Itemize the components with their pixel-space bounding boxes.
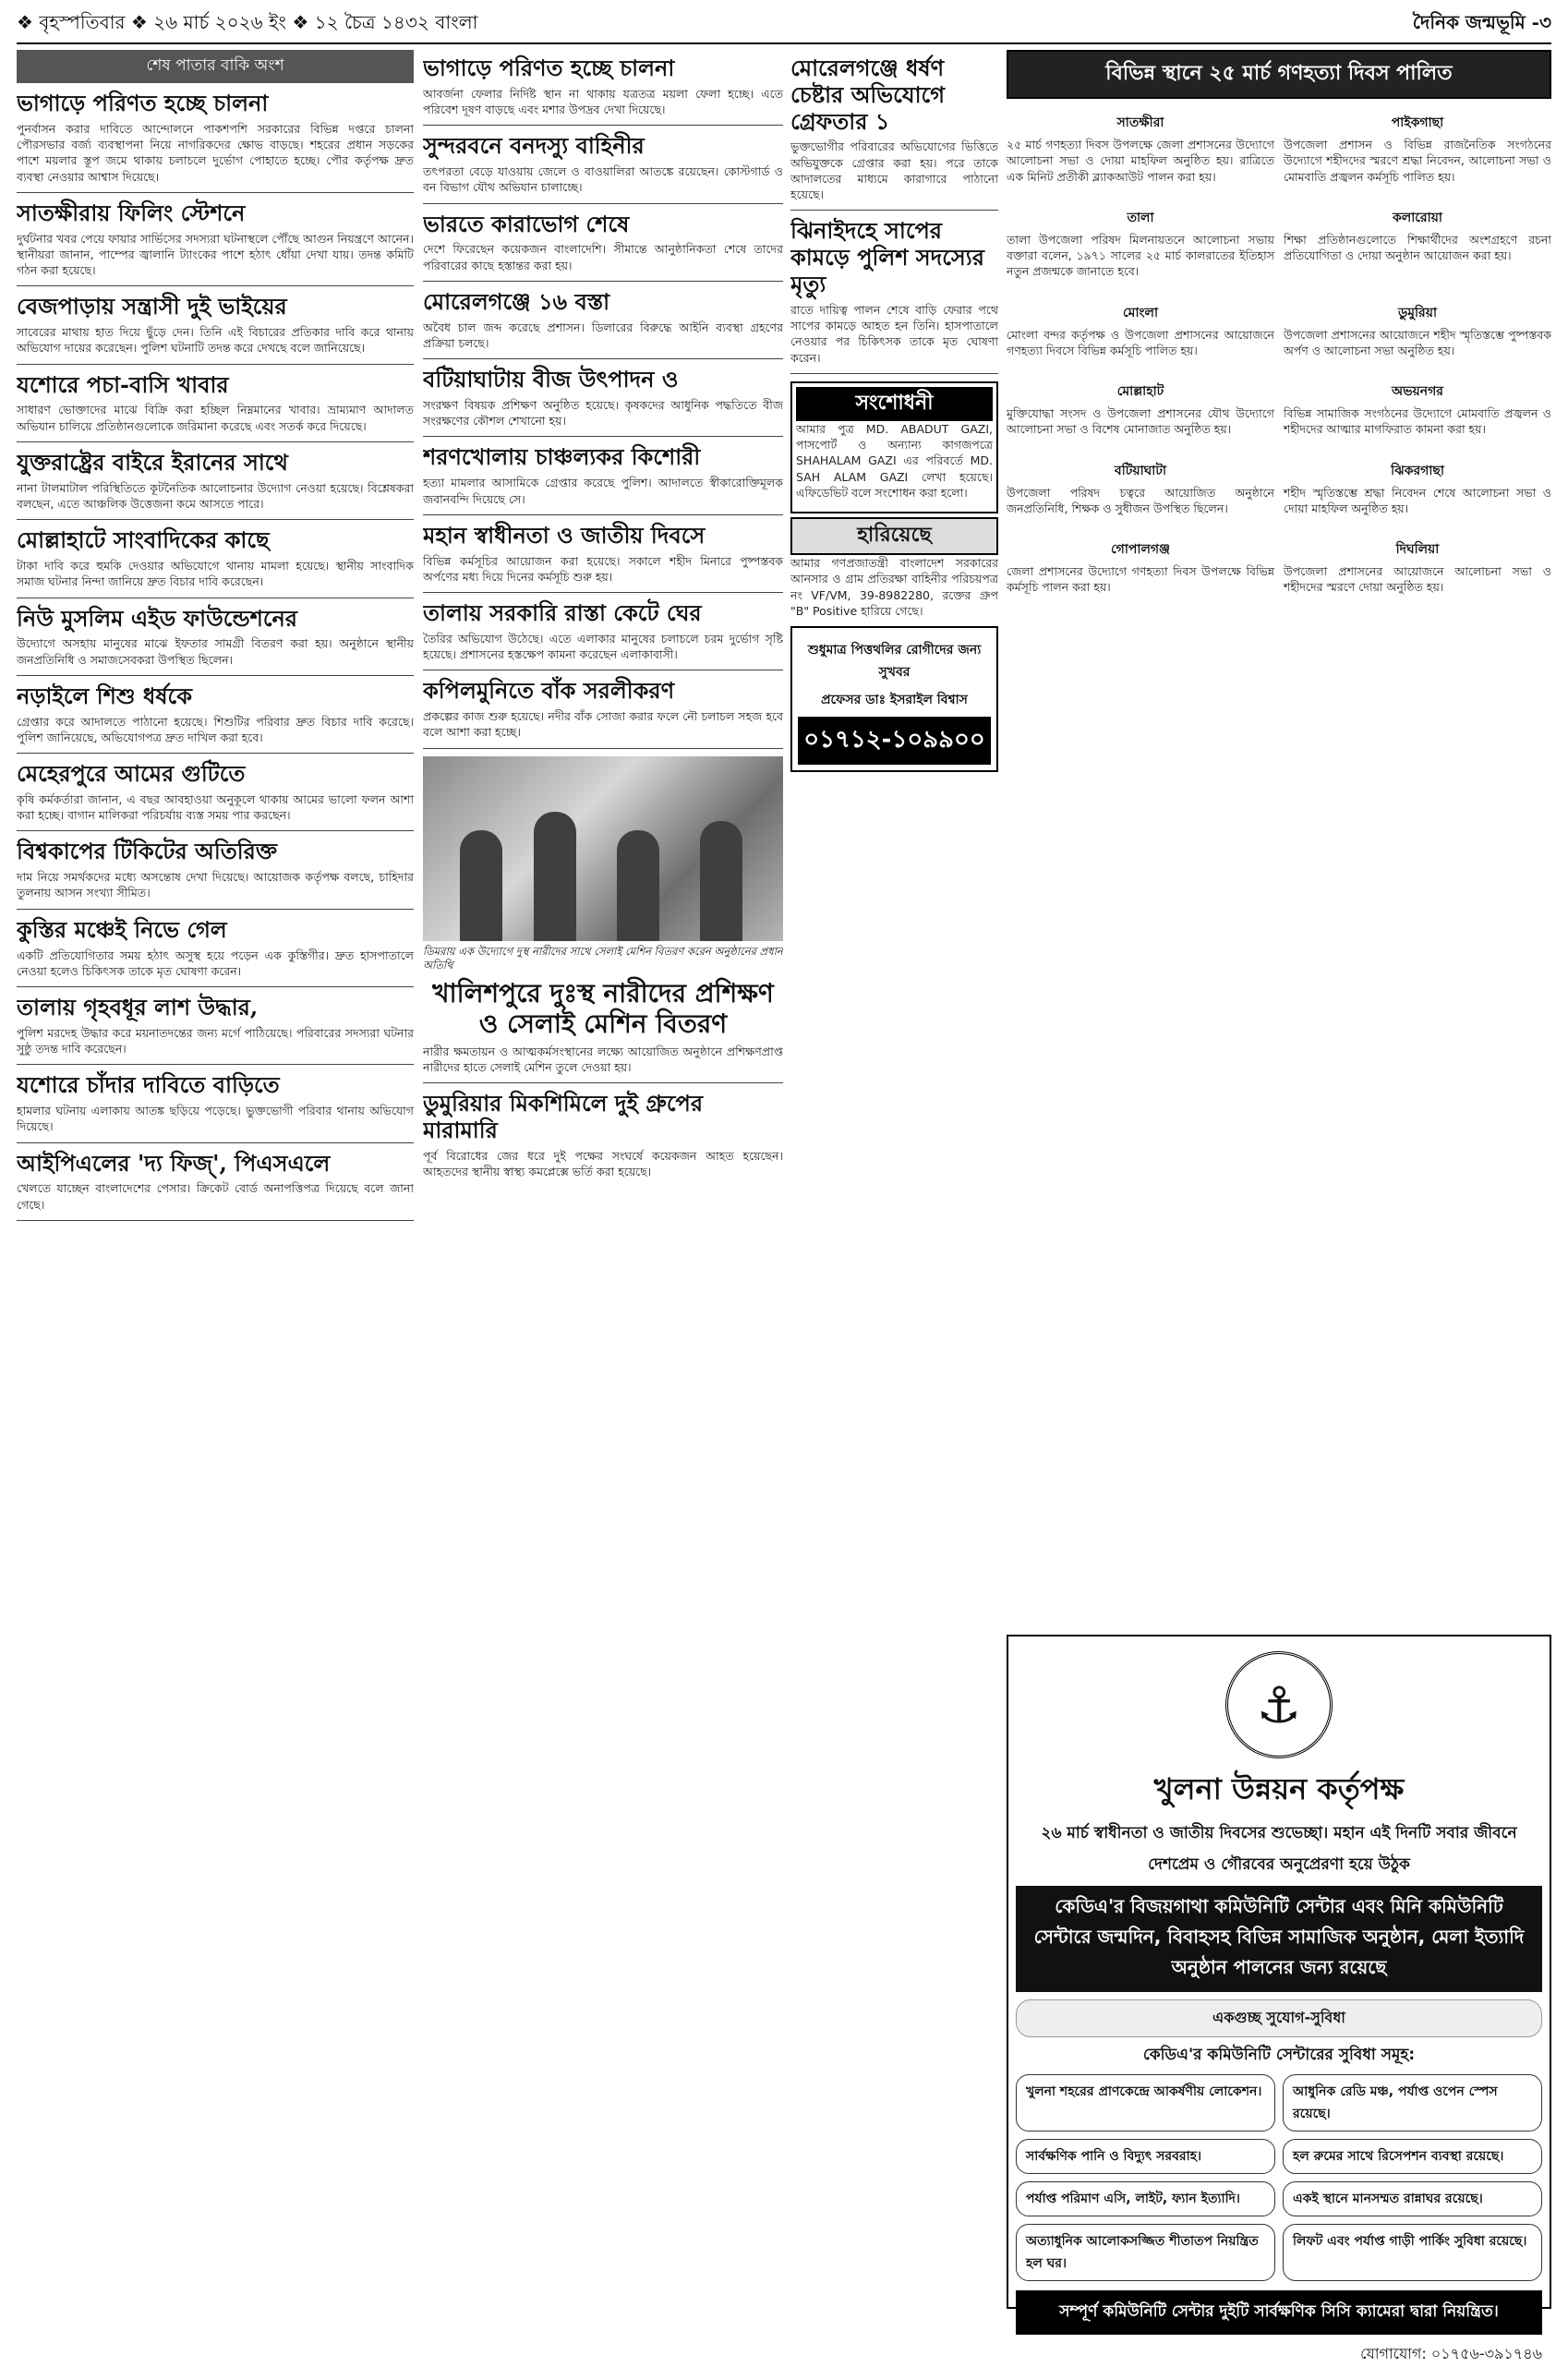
ad-feature-item: সার্বক্ষণিক পানি ও বিদ্যুৎ সরবরাহ। [1016, 2139, 1275, 2174]
report-block [1007, 296, 1274, 367]
article-headline: নিউ মুসলিম এইড ফাউন্ডেশনের [17, 604, 297, 632]
article-headline: মহান স্বাধীনতা ও জাতীয় দিবসে [423, 521, 706, 549]
ad-cta: সম্পূর্ণ কমিউনিটি সেন্টার দুইটি সার্বক্ষণিক সিসি ক্যামেরা দ্বারা নিয়ন্ত্রিত। [1016, 2290, 1542, 2335]
ad-feature-item: পর্যাপ্ত পরিমাণ এসি, লাইট, ফ্যান ইত্যাদি। [1016, 2181, 1275, 2216]
article-text: দুর্ঘটনার খবর পেয়ে ফায়ার সার্ভিসের সদস্যরা ঘটনাস্থলে পৌঁছে আগুন নিয়ন্ত্রণে আনেন। স্থানীয়রা জানান, পাম্পের জ্বালানি ট্যাংকের পাশে হঠাৎ ধোঁয়া দেখা যায়। তদন্ত কমিটি গঠন করা হয়েছে। [17, 231, 414, 278]
report-block [1284, 533, 1551, 603]
report-text: মোংলা বন্দর কর্তৃপক্ষ ও উপজেলা প্রশাসনের আয়োজনে গণহত্যা দিবসে বিভিন্ন কর্মসূচি পালিত হয়। [1007, 327, 1274, 357]
lost-notice [790, 517, 998, 619]
lost-title: হারিয়েছে [790, 517, 998, 555]
report-block [1007, 375, 1274, 445]
column-2-articles [423, 55, 783, 749]
ad-feature-item: হল রুমের সাথে রিসেপশন ব্যবস্থা রয়েছে। [1283, 2139, 1542, 2174]
report-place: পাইকগাছা [1391, 115, 1444, 130]
article-text: সাবেরের মাথায় হাত দিয়ে ছুঁড়ে দেন। তিনি এই বিচারের প্রতিকার দাবি করে থানায় অভিযোগ দায়ের করেছেন। পুলিশ ঘটনাটি তদন্ত করে দেখছে বলে জানিয়েছে। [17, 325, 414, 356]
report-place: গোপালগঞ্জ [1110, 542, 1171, 557]
article-headline: কুস্তির মঞ্চেই নিভে গেল [17, 915, 227, 943]
column-3 [790, 50, 998, 772]
news-photo [423, 756, 783, 941]
article-headline: যশোরে পচা-বাসি খাবার [17, 370, 229, 398]
article-text: অবৈধ চাল জব্দ করেছে প্রশাসন। ডিলারের বিরুদ্ধে আইনি ব্যবস্থা গ্রহণের প্রক্রিয়া চলছে। [423, 320, 783, 350]
doctor-ad-title: শুধুমাত্র পিত্তথলির রোগীদের জন্য সুখবর [807, 643, 982, 681]
article-headline: যুক্তরাষ্ট্রের বাইরে ইরানের সাথে [17, 448, 288, 476]
ad-ribbon: কেডিএ'র বিজয়গাথা কমিউনিটি সেন্টার এবং মিনি কমিউনিটি সেন্টারে জন্মদিন, বিবাহসহ বিভিন্ন সামাজিক অনুষ্ঠান, মেলা ইত্যাদি অনুষ্ঠান পালনের জন্য রয়েছে [1016, 1886, 1542, 1992]
report-block [1007, 454, 1274, 525]
doctor-name: প্রফেসর ডাঃ ইসরাইল বিশ্বাস [821, 693, 968, 708]
article-headline: আইপিএলের 'দ্য ফিজ্', পিএসএলে [17, 1149, 331, 1177]
report-block [1007, 106, 1274, 192]
photo-caption: ডিমরায় এক উদ্যোগে দুস্থ নারীদের সাথে সেলাই মেশিন বিতরণ করেন অনুষ্ঠানের প্রধান অতিথি [423, 944, 783, 972]
article-headline: ভাগাড়ে পরিণত হচ্ছে চালনা [17, 90, 269, 116]
report-text: মুক্তিযোদ্ধা সংসদ ও উপজেলা প্রশাসনের যৌথ উদ্যোগে আলোচনা সভা ও বিশেষ মোনাজাত অনুষ্ঠিত হয়। [1007, 406, 1274, 437]
ad-feature-item: একই স্থানে মানসম্মত রান্নাঘর রয়েছে। [1283, 2181, 1542, 2216]
paper-brand: দৈনিক জন্মভূমি -৩ [1412, 10, 1551, 33]
article-text: কৃষি কর্মকর্তারা জানান, এ বছর আবহাওয়া অনুকূলে থাকায় আমের ভালো ফলন আশা করা হচ্ছে। বাগান মালিকরা পরিচর্যায় ব্যস্ত সময় পার করছেন। [17, 791, 414, 823]
ad-title: খুলনা উন্নয়ন কর্তৃপক্ষ [1153, 1771, 1405, 1806]
article-headline: মোরেলগঞ্জে ১৬ বস্তা [423, 287, 610, 315]
doctor-phone: ০১৭১২-১০৯৯০০ [798, 717, 991, 765]
article-headline: মোল্লাহাটে সাংবাদিকের কাছে [17, 526, 270, 554]
report-place: দিঘলিয়া [1395, 542, 1440, 557]
article-headline: ঝিনাইদহে সাপের কামড়ে পুলিশ সদস্যের মৃত্যু [790, 217, 984, 297]
article-text: বিভিন্ন কর্মসূচির আয়োজন করা হয়েছে। সকালে শহীদ মিনারে পুষ্পস্তবক অর্পণের মধ্য দিয়ে দিনের কর্মসূচি শুরু হয়। [423, 553, 783, 584]
report-place: কলারোয়া [1393, 210, 1442, 225]
article-text: আবর্জনা ফেলার নির্দিষ্ট স্থান না থাকায় যত্রতত্র ময়লা ফেলা হচ্ছে। এতে পরিবেশ দূষণ বাড়ছে এবং মশার উপদ্রব দেখা দিয়েছে। [423, 86, 783, 117]
ad-pill: একগুচ্ছ সুযোগ-সুবিধা [1016, 1999, 1542, 2037]
section-band: শেষ পাতার বাকি অংশ [17, 50, 414, 83]
article-text: হামলার ঘটনায় এলাকায় আতঙ্ক ছড়িয়ে পড়েছে। ভুক্তভোগী পরিবার থানায় অভিযোগ দিয়েছে। [17, 1104, 414, 1134]
genocide-day-reports [1007, 106, 1551, 603]
article-headline: মোরেলগঞ্জে ধর্ষণ চেষ্টার অভিযোগে গ্রেফতার ১ [790, 54, 945, 135]
report-place: মোংলা [1122, 305, 1159, 320]
ad-feature-item: অত্যাধুনিক আলোকসজ্জিত শীতাতপ নিয়ন্ত্রিত হল ঘর। [1016, 2224, 1275, 2281]
report-block [1007, 201, 1274, 287]
report-block [1284, 454, 1551, 525]
report-place: সাতক্ষীরা [1116, 115, 1164, 130]
column-1 [17, 50, 414, 1228]
article-headline: তালায় সরকারি রাস্তা কেটে ঘের [423, 599, 702, 627]
ad-line-1: ২৬ মার্চ স্বাধীনতা ও জাতীয় দিবসের শুভেচ্ছা। মহান এই দিনটি সবার জীবনে [1041, 1824, 1517, 1842]
doctor-ad [790, 626, 998, 772]
article-text: নানা টালমাটাল পরিস্থিতিতে কূটনৈতিক আলোচনার উদ্যোগ নেওয়া হয়েছে। বিশ্লেষকরা বলছেন, এতে আঞ্চলিক উত্তেজনা কমে আসতে পারে। [17, 480, 414, 511]
article-headline: তালায় গৃহবধূর লাশ উদ্ধার, [17, 994, 259, 1021]
correction-title: সংশোধনী [796, 387, 993, 421]
article-text: গ্রেপ্তার করে আদালতে পাঠানো হয়েছে। শিশুটির পরিবার দ্রুত বিচার দাবি করেছে। পুলিশ জানিয়েছে, অভিযোগপত্র দ্রুত দাখিল করা হবে। [17, 714, 414, 744]
article-text: তৈরির অভিযোগ উঠেছে। এতে এলাকার মানুষের চলাচলে চরম দুর্ভোগ সৃষ্টি হয়েছে। প্রশাসনের হস্তক্ষেপ কামনা করেছেন এলাকাবাসী। [423, 631, 783, 662]
column-4 [1007, 50, 1551, 603]
photo-article-text: নারীর ক্ষমতায়ন ও আত্মকর্মসংস্থানের লক্ষ্যে আয়োজিত অনুষ্ঠানে প্রশিক্ষণপ্রাপ্ত নারীদের হাতে সেলাই মেশিন তুলে দেওয়া হয়। [423, 1044, 783, 1074]
article-text: সংরক্ষণ বিষয়ক প্রশিক্ষণ অনুষ্ঠিত হয়েছে। কৃষকদের আধুনিক পদ্ধতিতে বীজ সংরক্ষণের কৌশল শেখানো হয়। [423, 397, 783, 429]
column-1-articles [17, 91, 414, 1221]
correction-text: আমার পুত্র MD. ABADUT GAZI, পাসপোর্ট ও অন্যান্য কাগজপত্রে SHAHALAM GAZI এর পরিবর্তে MD. SAH ALAM GAZI লেখা হয়েছে। এফিডেভিট বলে সংশোধন করা হলো। [796, 421, 993, 500]
ad-features [1016, 2074, 1542, 2281]
article-text: রাতে দায়িত্ব পালন শেষে বাড়ি ফেরার পথে সাপের কামড়ে আহত হন তিনি। হাসপাতালে নেওয়ার পর চিকিৎসক তাকে মৃত ঘোষণা করেন। [790, 302, 998, 365]
issue-date: ❖ বৃহস্পতিবার ❖ ২৬ মার্চ ২০২৬ ইং ❖ ১২ চৈত্র ১৪৩২ বাংলা [17, 10, 478, 33]
report-text: উপজেলা প্রশাসন ও বিভিন্ন রাজনৈতিক সংগঠনের উদ্যোগে শহীদদের স্মরণে শ্রদ্ধা নিবেদন, আলোচনা সভা ও মোমবাতি প্রজ্বলন কর্মসূচি পালিত হয়। [1284, 138, 1551, 184]
report-block [1284, 201, 1551, 287]
article-text: পুনর্বাসন করার দাবিতে আন্দোলনে পাকশপশি সরকারের বিভিন্ন দপ্তরে চালনা পৌরসভার বর্জ্য ব্যবস্থাপনা নিয়ে নাগরিকদের ক্ষোভ বাড়ছে। শহরের প্রধান সড়কের পাশে ময়লার স্তূপ জমে থাকায় চলাচলে দুর্ভোগ পোহাতে হচ্ছে। পৌর কর্তৃপক্ষ দ্রুত ব্যবস্থা নেওয়ার আশ্বাস দিয়েছে। [17, 121, 414, 184]
kda-advertisement [1007, 1635, 1551, 2362]
report-text: বিভিন্ন সামাজিক সংগঠনের উদ্যোগে মোমবাতি প্রজ্বলন ও শহীদদের আত্মার মাগফিরাত কামনা করা হয়। [1284, 406, 1551, 437]
last-headline: ডুমুরিয়ার মিকশিমিলে দুই গ্রুপের মারামারি [423, 1090, 704, 1144]
article-text: দাম নিয়ে সমর্থকদের মধ্যে অসন্তোষ দেখা দিয়েছে। আয়োজক কর্তৃপক্ষ বলছে, চাহিদার তুলনায় আসন সংখ্যা সীমিত। [17, 870, 414, 900]
article-text: ভুক্তভোগীর পরিবারের অভিযোগের ভিত্তিতে অভিযুক্তকে গ্রেপ্তার করা হয়। পরে তাকে আদালতের মাধ্যমে কারাগারে পাঠানো হয়েছে। [790, 139, 998, 202]
article-headline: মেহেরপুরে আমের গুটিতে [17, 760, 246, 788]
photo-headline: খালিশপুরে দুঃস্থ নারীদের প্রশিক্ষণ ও সেলাই মেশিন বিতরণ [432, 977, 774, 1040]
article-headline: বিশ্বকাপের টিকিটের অতিরিক্ত [17, 838, 278, 865]
article-headline: বেজপাড়ায় সন্ত্রাসী দুই ভাইয়ের [17, 293, 287, 320]
ad-line-2: দেশপ্রেম ও গৌরবের অনুপ্রেরণা হয়ে উঠুক [1148, 1855, 1410, 1874]
ad-feature-item: লিফট এবং পর্যাপ্ত গাড়ী পার্কিং সুবিধা রয়েছে। [1283, 2224, 1542, 2281]
article-text: একটি প্রতিযোগিতার সময় হঠাৎ অসুস্থ হয়ে পড়েন এক কুস্তিগীর। দ্রুত হাসপাতালে নেওয়া হলেও চিকিৎসক তাকে মৃত ঘোষণা করেন। [17, 948, 414, 978]
article-text: খেলতে যাচ্ছেন বাংলাদেশের পেসার। ক্রিকেট বোর্ড অনাপত্তিপত্র দিয়েছে বলে জানা গেছে। [17, 1181, 414, 1212]
article-headline: নড়াইলে শিশু ধর্ষকে [17, 682, 192, 709]
report-place: ডুমুরিয়া [1397, 305, 1438, 320]
report-place: বটিয়াঘাটা [1114, 463, 1167, 478]
report-text: উপজেলা প্রশাসনের আয়োজনে আলোচনা সভা ও শহীদদের স্মরণে দোয়া অনুষ্ঠিত হয়। [1284, 564, 1551, 595]
report-block [1007, 533, 1274, 603]
column-2 [423, 50, 783, 1187]
article-text: তৎপরতা বেড়ে যাওয়ায় জেলে ও বাওয়ালিরা আতঙ্কে রয়েছেন। কোস্টগার্ড ও বন বিভাগ যৌথ অভিযান চালাচ্ছে। [423, 164, 783, 195]
ad-contact: যোগাযোগ: ০১৭৫৬-৩৯১৭৪৬ [1360, 2345, 1542, 2362]
genocide-day-title: বিভিন্ন স্থানে ২৫ মার্চ গণহত্যা দিবস পালিত [1007, 50, 1551, 99]
report-text: তালা উপজেলা পরিষদ মিলনায়তনে আলোচনা সভায় বক্তারা বলেন, ১৯৭১ সালের ২৫ মার্চ কালরাতের ইতিহাস নতুন প্রজন্মকে জানাতে হবে। [1007, 232, 1274, 279]
article-headline: যশোরে চাঁদার দাবিতে বাড়িতে [17, 1071, 280, 1099]
article-headline: ভারতে কারাভোগ শেষে [423, 210, 630, 237]
article-text: দেশে ফিরেছেন কয়েকজন বাংলাদেশি। সীমান্তে আনুষ্ঠানিকতা শেষে তাদের পরিবারের কাছে হস্তান্তর করা হয়। [423, 242, 783, 272]
report-text: শহীদ স্মৃতিস্তম্ভে শ্রদ্ধা নিবেদন শেষে আলোচনা সভা ও দোয়া মাহফিল অনুষ্ঠিত হয়। [1284, 485, 1551, 515]
article-headline: শরণখোলায় চাঞ্চল্যকর কিশোরী [423, 443, 701, 471]
masthead-strip [17, 6, 1551, 44]
article-headline: ভাগাড়ে পরিণত হচ্ছে চালনা [423, 54, 675, 81]
article-headline: সুন্দরবনে বনদস্যু বাহিনীর [423, 132, 645, 160]
report-place: অভয়নগর [1391, 384, 1444, 399]
report-place: মোল্লাহাট [1116, 384, 1164, 399]
article-text: হত্যা মামলার আসামিকে গ্রেপ্তার করেছে পুলিশ। আদালতে স্বীকারোক্তিমূলক জবানবন্দি দিয়েছে সে। [423, 476, 783, 506]
lost-text: আমার গণপ্রজাতন্ত্রী বাংলাদেশ সরকারের আনসার ও গ্রাম প্রতিরক্ষা বাহিনীর পরিচয়পত্র নং VF/VM, 39-8982280, রক্তের গ্রুপ "B" Positive হারিয়ে গেছে। [790, 556, 998, 618]
article-text: সাধারণ ভোক্তাদের মাঝে বিক্রি করা হচ্ছিল নিম্নমানের খাবার। ভ্রাম্যমাণ আদালত অভিযান চালিয়ে প্রতিষ্ঠানগুলোকে জরিমানা করেছে এবং সতর্ক করে দিয়েছে। [17, 403, 414, 433]
article-text: টাকা দাবি করে হুমকি দেওয়ার অভিযোগে থানায় মামলা হয়েছে। স্থানীয় সাংবাদিক সমাজ ঘটনার নিন্দা জানিয়ে দ্রুত বিচার দাবি করেছেন। [17, 559, 414, 589]
report-block [1284, 296, 1551, 367]
report-place: ঝিকরগাছা [1391, 463, 1444, 478]
article-headline: সাতক্ষীরায় ফিলিং স্টেশনে [17, 199, 246, 226]
correction-notice [790, 381, 998, 513]
report-text: ২৫ মার্চ গণহত্যা দিবস উপলক্ষে জেলা প্রশাসনের উদ্যোগে আলোচনা সভা ও দোয়া মাহফিল অনুষ্ঠিত হয়। রাত্রিতে এক মিনিট প্রতীকী ব্ল্যাকআউট পালন করা হয়। [1007, 138, 1274, 184]
ad-feature-item: খুলনা শহরের প্রাণকেন্দ্রে আকর্ষণীয় লোকেশন। [1016, 2074, 1275, 2132]
article-headline: বটিয়াঘাটায় বীজ উৎপাদন ও [423, 366, 679, 393]
ad-feature-item: আধুনিক রেডি মঞ্চ, পর্যাপ্ত ওপেন স্পেস রয়েছে। [1283, 2074, 1542, 2132]
report-block [1284, 375, 1551, 445]
ad-features-title: কেডিএ'র কমিউনিটি সেন্টারের সুবিধা সমূহ: [1142, 2046, 1416, 2064]
report-place: তালা [1127, 210, 1154, 225]
report-text: শিক্ষা প্রতিষ্ঠানগুলোতে শিক্ষার্থীদের অংশগ্রহণে রচনা প্রতিযোগিতা ও দোয়া অনুষ্ঠান আয়োজন করা হয়। [1284, 232, 1551, 262]
article-text: উদ্যোগে অসহায় মানুষের মাঝে ইফতার সামগ্রী বিতরণ করা হয়। অনুষ্ঠানে স্থানীয় জনপ্রতিনিধি ও সমাজসেবকরা উপস্থিত ছিলেন। [17, 636, 414, 667]
report-text: জেলা প্রশাসনের উদ্যোগে গণহত্যা দিবস উপলক্ষে বিভিন্ন কর্মসূচি পালন করা হয়। [1007, 564, 1274, 595]
column-3-articles [790, 55, 998, 374]
article-text: পুলিশ মরদেহ উদ্ধার করে ময়নাতদন্তের জন্য মর্গে পাঠিয়েছে। পরিবারের সদস্যরা ঘটনার সুষ্ঠু তদন্ত দাবি করেছেন। [17, 1025, 414, 1057]
report-text: উপজেলা প্রশাসনের আয়োজনে শহীদ স্মৃতিস্তম্ভে পুষ্পস্তবক অর্পণ ও আলোচনা সভা অনুষ্ঠিত হয়। [1284, 327, 1551, 357]
last-article-text: পূর্ব বিরোধের জের ধরে দুই পক্ষের সংঘর্ষে কয়েকজন আহত হয়েছেন। আহতদের স্থানীয় স্বাস্থ্য কমপ্লেক্সে ভর্তি করা হয়েছে। [423, 1148, 783, 1179]
article-text: প্রকল্পের কাজ শুরু হয়েছে। নদীর বাঁক সোজা করার ফলে নৌ চলাচল সহজ হবে বলে আশা করা হচ্ছে। [423, 709, 783, 740]
article-headline: কপিলমুনিতে বাঁক সরলীকরণ [423, 677, 675, 705]
report-text: উপজেলা পরিষদ চত্বরে আয়োজিত অনুষ্ঠানে জনপ্রতিনিধি, শিক্ষক ও সুধীজন উপস্থিত ছিলেন। [1007, 485, 1274, 515]
report-block [1284, 106, 1551, 192]
kda-logo-icon: ⚓ [1225, 1651, 1333, 1758]
